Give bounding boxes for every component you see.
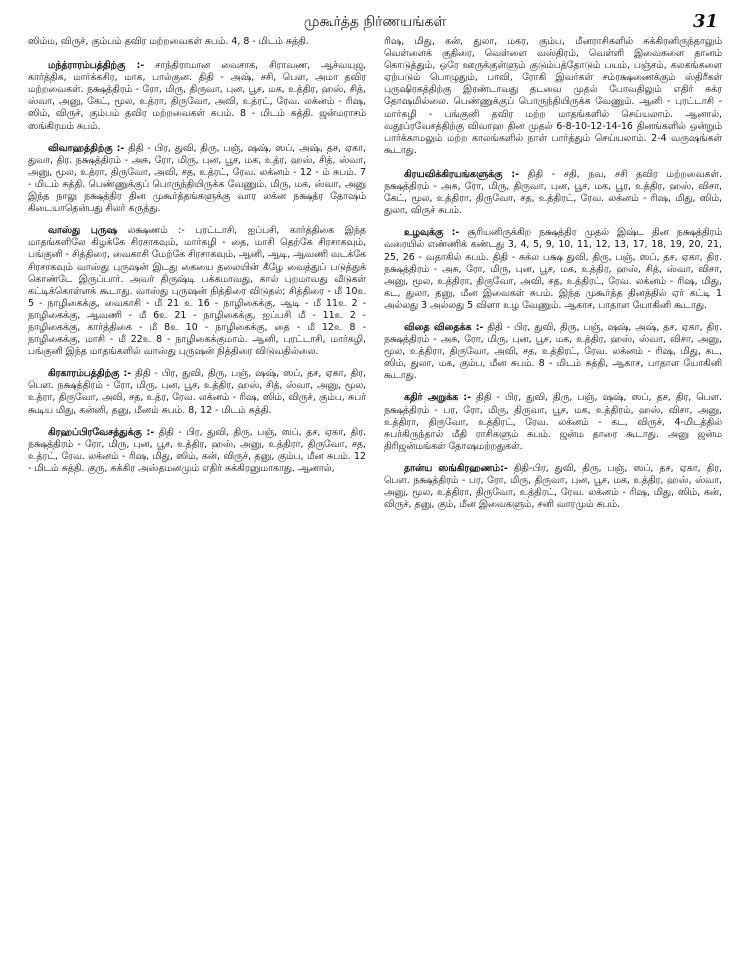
section-heading: விவாஹத்திற்கு :-	[48, 142, 125, 154]
section-heading: வாஸ்து புருஷ	[48, 225, 117, 237]
page-number: 31	[692, 11, 718, 32]
section-heading: கதிர் அறுக்க :-	[404, 392, 472, 404]
section-heading: தான்ய ஸங்கிரஹணம்:-	[404, 462, 508, 474]
section-mantra	[28, 60, 366, 133]
section-vivaha	[28, 143, 366, 216]
section-text: திதி - பிர, துவி, திரு, பஞ், ஷஷ், ஸப், தச, ஏகா, திர, பெள. நக்ஷத்திரம் - ரோ, மிரு, புன, பூச, உத்திர, ஹஸ், சித், ஸ்வா, அனு, மூல, உத்ரா, திருவோ, அவி, சத, உத்ர, ரேவ. லக்னம் - ரிஷ, ஸிம், விருச், கும்ப, சுபர் கூடிய மிது, கன்னி, தனு, மீனம் சுபம். 8, 12 - மிடம் சுத்தி.	[28, 368, 366, 416]
section-kathir	[384, 392, 722, 452]
section-grahapravesa	[28, 427, 366, 475]
section-heading: கிரகாரம்பத்திற்கு :-	[48, 368, 132, 380]
section-heading: கிரஹப்பிரவேசத்துக்கு :-	[48, 426, 155, 438]
page-header	[28, 10, 722, 36]
page-title: முகூர்த்த நிர்ணயங்கள்	[303, 14, 447, 30]
section-text: சாந்திராமான வைசாக, சிராவண, ஆச்வயுஜ, கார்த்திக, மார்க்கசிர, மாக, பால்குன. திதி - அஷ், சசி, பெள, அமா தவிர மற்றவைகள். நக்ஷத்திரம் - ரோ, மிரு, திருவா, புன, பூச, மக, உத்திர, ஹஸ், சித், ஸ்வா, அனு, கேட், மூல, உத்ரா, திருவோ, அவி, உத்ரட், ரேவ. லக்னம் - ரிஷ, ஸிம், விருச், கும்பம் தவிர மற்றவைகள் சுபம். 8 - மிடம் சுத்தி. ஜன்மராசம் ஸங்கிரமம் சுபம்.	[28, 60, 366, 132]
paragraph-text: ஸிம்ம, விருச், கும்பம் தவிர மற்றவைகள் சுபம். 4, 8 - மிடம் சுத்தி.	[28, 36, 309, 47]
section-text: திதி - பிர, துவி, திரு, பஞ், ஷஷ், ஸப், தச, திர, பெள. நக்ஷத்திரம் - பர, ரோ, மிரு, திருவா, பூச, மக, உத்திரம், ஹஸ், விசா, அனு, உத்திரா, திருவோ, உத்திரட், ரேவ. லக்னம் - கட, விருச், 4-மிடத்தில் சுபர்கிருந்தால் மீதி ராசிகளும் சுபம். ஜன்ம தாரை கூடாது. அனு ஜன்ம திரிஜன்மங்கள் தோஷமற்றதுகள்.	[384, 392, 723, 452]
section-text: திதி - பிர, துவி, திரு, பஞ், ஸப், தச, ஏகா, திர. நக்ஷத்திரம் - ரோ, மிரு, புன, பூச, உத்திர, ஹஸ், அனு, உத்திரா, திருவோ, சத, உத்ரட், ரேவ. லக்னம் - ரிஷ, மிது, ஸிம், கன், விருச், தனு, கும்ப, மீன சுபம். 12 - மிடம் சுத்தி. குரு, சுக்கிர அஸ்தமனமும் எதிர் சுக்கிரனுமாகாது. ஆனால்,	[28, 426, 366, 474]
paragraph-intro	[28, 36, 366, 48]
section-uzhavu	[384, 227, 722, 312]
section-heading: உழவுக்கு :-	[404, 227, 460, 239]
section-text: திதி - சதி, நவ, சசி தவிர மற்றவைகள். நக்ஷத்திரம் - அசு, ரோ, மிரு, திருவா, புன, பூச, மக, பூர, உத்திர, ஹஸ், விசா, கேட், மூல, உத்திரா, திருவோ, சத, உத்திரட், ரேவ. லக்னம் - ரிஷ, மிது, ஸிம், துலா, விருச் சுபம்.	[384, 168, 722, 217]
section-text: திதி-பிர, துவி, திரு, பஞ், ஸப், தச, ஏகா, திர, பௌ. நக்ஷத்திரம் - பர, ரோ, மிரு, திருவா, புன, பூச, மக, உத்திர, ஹஸ், ஸ்வா, அனு, மூல, உத்திரா, திருவோ, உத்திரட், ரேவ. லக்னம் - ரிஷ, மிது, ஸிம், கன், விருச், தனு, கும், மீன இவைகளும், சனி வாரமும் சுபம்.	[384, 462, 723, 511]
section-text: திதி - பிர, துவி, திரு, பஞ், ஷஷ், ஸப், அஷ், தச, ஏகா, துவா, திர. நக்ஷத்திரம் - அசு, ரோ, மிரு, புன, பூச, மக, உத்ர, ஹஸ், சித், ஸ்வா, அனு, மூல, உத்ரா, திருவோ, அவி, சத, உத்ரட், ரேவ. லக்னம் - 12 - ம் சுபம். 7 - மிடம் சுத்தி. பெண்ணுக்குப் பொருந்தியிருக்க வேணும். மிரு, மக, ஸ்வா, அனு இந்த நாலு நக்ஷத்திர தின முகூர்த்தங்களுக்கு வார லக்ன நக்ஷத்ர தோஷம் கிடையாதென்பது சிலர் கருத்து.	[28, 142, 366, 215]
section-heading: விதை விதைக்க :-	[404, 321, 484, 333]
right-column	[384, 36, 722, 521]
section-graha	[28, 368, 366, 416]
paragraph-text: ரிஷ, மிது, கன், துலா, மகர, கும்ப, மீனராசிகளில் சுக்கிரனிருந்தாலும் வெள்ளைக் குதிரை, வெள்ளை வஸ்திரம், வெள்ளி இவைகளை தானம் கொடுத்தும், ஒரே ஊருக்குள்ளும் குடும்பத்தோடும் பயம், பஞ்சம், கலகங்களை ஏற்படும் பொழுதும், பாவி, ரோகி இவர்கள் சம்ரக்ஷணைக்கும் ஸ்திரீகள் புருஷிரகத்திற்கு இரண்டாவது தடவை முதல் போவதிலும் எதிர் சுக்ர தோஷமில்லை. பெண்ணுக்குப் பொருந்தியிருக்க வேணும். ஆனி - புரட்டாசி - மார்கழி - பங்குனி தவிர மற்ற மாதங்களில் செய்யலாம். ஆனால், வதூப்ரவேசத்திற்கு விவாஹ தின முதல் 6-8-10-12-14-16 தினங்களில் ஒன்றும் பார்க்காமலும் மற்ற காலங்களில் நாள் பார்த்தும் செய்யலாம். 2-4 வருஷங்கள் கூடாது.	[384, 36, 722, 156]
section-text: சூரியனிருக்கிற நக்ஷத்திர முதல் இஷ்ட தின நக்ஷத்திரம் வரையில் எண்ணிக் கண்டது 3, 4, 5, 9, 10, 11, 12, 13, 17, 18, 19, 20, 21, 25, 26 - வதாகில் சுபம். திதி - சுக்ல பக்ஷ துவி, திரு, பஞ், ஸப், தச, ஏகா, திர. நக்ஷத்திரம் - அசு, ரோ, மிரு, புன, பூச, மக, உத்திர, ஹஸ், சித், ஸ்வா, விசா, அனு, மூல, உத்திரா, திருவோ, அவி, சத, உத்திரட், ரேவ. லக்னம் - ரிஷ, மிது, கட, துலா, தனு, மீன இவைகள் சுபம். இந்த முகூர்த்த தினத்தில் ஏர் கட்டி 1 அல்லது 3 அல்லது 5 விளா உழ வேணும். ஆகாச, பாதாள யோகினி கூடாது.	[384, 227, 723, 311]
text-columns	[28, 36, 722, 521]
section-vithai	[384, 322, 722, 382]
section-vastu	[28, 225, 366, 358]
section-kraya	[384, 169, 722, 217]
section-heading: மந்த்ராரம்பத்திற்கு :-	[48, 60, 145, 72]
section-text: லக்ஷணம் :- புரட்டாசி, ஐப்பசி, கார்த்திகை இந்த மாதங்களிலே கிழக்கே சிரசாகவும், மார்கழி - தை, மாசி தெற்கே சிரசாகவும், பங்குனி - சித்திரை, வைகாசி மேற்கே சிரசாகவும், ஆனி, ஆடி, ஆவணி வடக்கே சிரசாகவும் வாஸ்து புருஷன் இடது கையை தலையின் கீழே வைத்துப் படுத்துக் கொண்டே இருப்பார். அவர் திருஷ்டி பக்கமாவது, கால் புறமாவது வீடுகள் கட்டிக்கொள்ளக் கூடாது. வாஸ்து புருஷன் நித்திரை விடுதல்; சித்திரை - மீ 10உ 5 - நாழிகைக்கு, வைகாசி - மீ 21 உ 16 - நாழிகைக்கு, ஆடி - மீ 11உ 2 - நாழிகைக்கு, ஆவணி - மீ 6உ 21 - நாழிகைக்கு, ஐப்பசி மீ - 11உ 2 - நாழிகைக்கு, கார்த்திகை - மீ 8உ 10 - நாழிகைக்கு, தை - மீ 12உ 8 - நாழிகைக்கு, மாசி - மீ 22உ 8 - நாழிகைக்குமாம். ஆனி, புரட்டாசி, மார்கழி, பங்குனி இந்த மாதங்களில் வாஸ்து புருஷன் நித்திரை விடுவதில்லை.	[28, 225, 366, 358]
section-text: திதி - பிர, துவி, திரு, பஞ், ஷஷ், அஷ், தச, ஏகா, திர. நக்ஷத்திரம் - அசு, ரோ, மிரு, புன, பூச, மக, உத்திர, ஹஸ், ஸ்வா, விசா, அனு, மூல, உத்திரா, திருவோ, அவி, சத, உத்திரட், ரேவ. லக்னம் - ரிஷ, மிது, கட, ஸிம், துலா, மக, கும்ப, மீன சுபம். 8 - மிடம் சுத்தி, ஆகாச, பாதாள யோகினி கூடாது.	[384, 321, 723, 382]
paragraph-grahapravesa-cont	[384, 36, 722, 157]
section-heading: கிரயவிக்கிரயங்களுக்கு :-	[404, 168, 519, 180]
left-column	[28, 36, 366, 521]
section-dhanya	[384, 463, 722, 511]
